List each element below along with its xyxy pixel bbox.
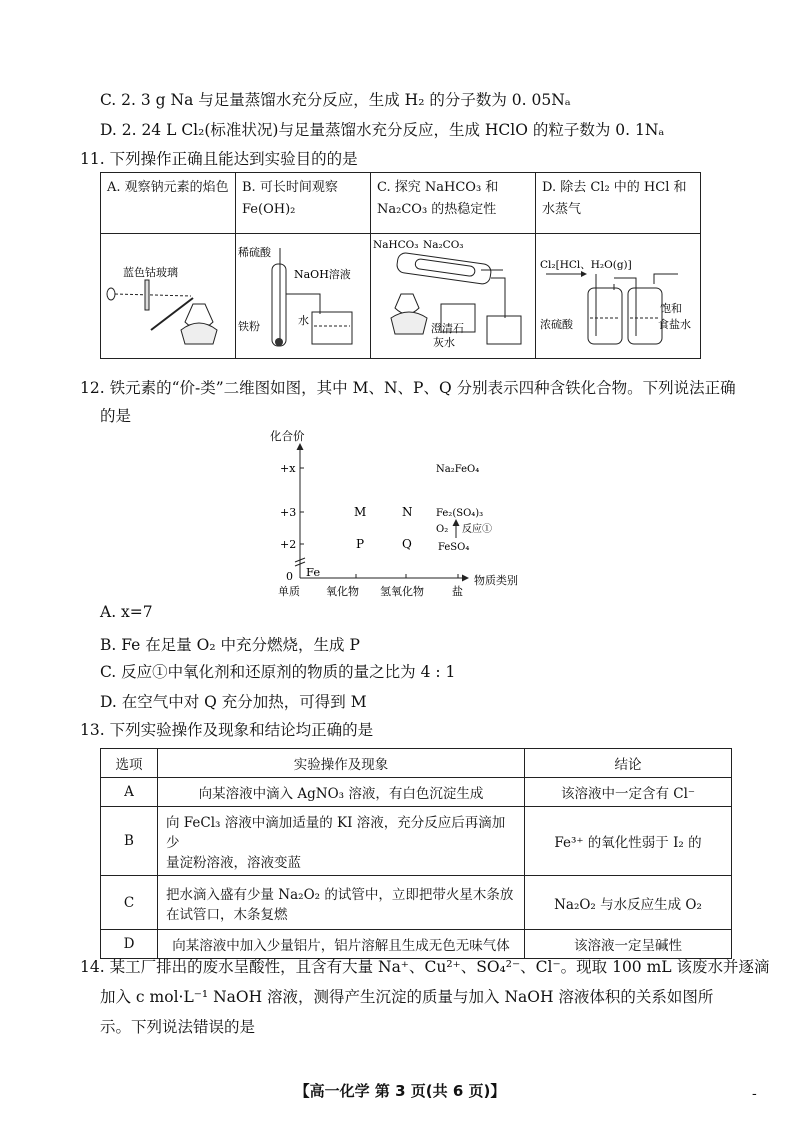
- q13-header-option: 选项: [101, 749, 158, 778]
- q13-row-b-conclusion: Fe³⁺ 的氧化性弱于 I₂ 的: [525, 807, 732, 876]
- y-axis-label: 化合价: [270, 429, 305, 443]
- reaction-oxidant: O₂: [436, 524, 449, 535]
- q11-figure-c: [371, 234, 536, 359]
- ytick-2: +2: [280, 538, 297, 551]
- xtick-hydroxide: 氢氧化物: [380, 585, 424, 598]
- q13-row-b-operation: 向 FeCl₃ 溶液中滴加适量的 KI 溶液，充分反应后再滴加少 量淀粉溶液，溶液变蓝: [158, 807, 525, 876]
- table-row: [101, 807, 732, 876]
- fig-b-iron-label: 铁粉: [238, 320, 260, 333]
- point-p: P: [356, 537, 365, 551]
- q13-table: [100, 748, 732, 959]
- q11-figure-d: [536, 234, 701, 359]
- ytick-3: +3: [280, 506, 297, 519]
- x-axis-label: 物质类别: [474, 574, 518, 587]
- lamp-flame: [395, 294, 419, 314]
- q11-table: [100, 172, 701, 359]
- q11-option-a: A. 观察钠元素的焰色: [101, 173, 236, 234]
- xtick-oxide: 氧化物: [326, 585, 359, 598]
- test-tube: [272, 264, 286, 346]
- point-fe2so43: Fe₂(SO₄)₃: [436, 508, 484, 519]
- q13-row-c-conclusion: Na₂O₂ 与水反应生成 O₂: [525, 876, 732, 930]
- q14-line-2: 加入 c mol·L⁻¹ NaOH 溶液，测得产生沉淀的质量与加入 NaOH 溶液体积的关系如图所: [100, 988, 714, 1006]
- q12-stem-1: 12. 铁元素的“价-类”二维图如图，其中 M、N、P、Q 分别表示四种含铁化合物。下列说法正确: [80, 379, 736, 397]
- table-row: [101, 778, 732, 807]
- fig-c-lime-label-2: 灰水: [433, 336, 455, 349]
- table-row: [101, 876, 732, 930]
- xtick-element: 单质: [278, 585, 300, 598]
- fig-b-naoh-label: NaOH溶液: [294, 268, 351, 281]
- reaction-label: 反应①: [462, 524, 492, 535]
- q13-row-a-conclusion: 该溶液中一定含有 Cl⁻: [525, 778, 732, 807]
- fig-c-na2co3-label: Na₂CO₃: [423, 239, 464, 251]
- platinum-wire: [151, 298, 193, 330]
- q13-header-conclusion: 结论: [525, 749, 732, 778]
- fig-c-nahco3-label: NaHCO₃: [373, 239, 419, 251]
- eye-icon: [107, 288, 115, 300]
- fig-a-glass-label: 蓝色钴玻璃: [123, 266, 178, 279]
- alcohol-lamp: [181, 323, 217, 344]
- cobalt-glass: [145, 280, 149, 310]
- corner-mark: -: [752, 1086, 757, 1102]
- ytick-0: 0: [286, 570, 293, 583]
- fig-b-water-label: 水: [298, 314, 309, 327]
- q12-stem-2: 的是: [100, 407, 132, 425]
- beaker: [312, 312, 352, 344]
- point-feso4: FeSO₄: [438, 542, 470, 553]
- q11-option-b: B. 可长时间观察 Fe(OH)₂: [236, 173, 371, 234]
- q13-row-d-option: D: [101, 930, 158, 959]
- fig-b-acid-label: 稀硫酸: [238, 246, 271, 259]
- q13-stem: 13. 下列实验操作及现象和结论均正确的是: [80, 721, 374, 739]
- alcohol-lamp-c: [391, 312, 427, 334]
- fig-d-salt-label-2: 食盐水: [658, 318, 691, 331]
- q13-row-d-operation: 向某溶液中加入少量铝片，铝片溶解且生成无色无味气体: [158, 930, 525, 959]
- q13-row-a-option: A: [101, 778, 158, 807]
- q10-option-d: D. 2. 24 L Cl₂(标准状况)与足量蒸馏水充分反应，生成 HClO 的粒子数为 0. 1Nₐ: [100, 121, 665, 139]
- wash-bottle-2: [628, 288, 662, 344]
- q11-figure-a: [101, 234, 236, 359]
- q13-row-a-operation: 向某溶液中滴入 AgNO₃ 溶液，有白色沉淀生成: [158, 778, 525, 807]
- page-footer: 【高一化学 第 3 页(共 6 页)】: [294, 1082, 506, 1100]
- point-na2feo4: Na₂FeO₄: [436, 464, 480, 475]
- xtick-salt: 盐: [452, 585, 463, 598]
- q11-option-c: C. 探究 NaHCO₃ 和 Na₂CO₃ 的热稳定性: [371, 173, 536, 234]
- q14-line-3: 示。下列说法错误的是: [100, 1018, 256, 1036]
- q10-option-c: C. 2. 3 g Na 与足量蒸馏水充分反应，生成 H₂ 的分子数为 0. 05Nₐ: [100, 91, 571, 109]
- beaker-1: [487, 316, 521, 344]
- q14-line-1: 14. 某工厂排出的废水呈酸性，且含有大量 Na⁺、Cu²⁺、SO₄²⁻、Cl⁻。现取 100 mL 该废水并逐滴: [80, 958, 770, 976]
- q12-option-d: D. 在空气中对 Q 充分加热，可得到 M: [100, 693, 367, 711]
- point-fe: Fe: [306, 565, 321, 579]
- point-m: M: [354, 505, 367, 519]
- fig-d-acid-label: 浓硫酸: [540, 318, 573, 331]
- q12-option-a: A. x=7: [100, 603, 153, 621]
- point-n: N: [402, 505, 413, 519]
- q13-row-c-operation: 把水滴入盛有少量 Na₂O₂ 的试管中，立即把带火星木条放 在试管口，木条复燃: [158, 876, 525, 930]
- point-q: Q: [402, 537, 412, 551]
- q12-option-c: C. 反应①中氧化剂和还原剂的物质的量之比为 4 : 1: [100, 663, 456, 681]
- q11-option-d: D. 除去 Cl₂ 中的 HCl 和水蒸气: [536, 173, 701, 234]
- q13-row-d-conclusion: 该溶液一定呈碱性: [525, 930, 732, 959]
- q12-option-b: B. Fe 在足量 O₂ 中充分燃烧，生成 P: [100, 636, 360, 654]
- outer-tube: [396, 252, 492, 285]
- ytick-x: +x: [280, 462, 296, 475]
- fig-c-lime-label-1: 澄清石: [431, 322, 464, 335]
- q11-figure-b: [236, 234, 371, 359]
- fig-d-gas-label: Cl₂[HCl、H₂O(g)]: [540, 259, 632, 271]
- q13-header-operation: 实验操作及现象: [158, 749, 525, 778]
- fig-d-salt-label-1: 饱和: [660, 302, 682, 315]
- wash-bottle-1: [588, 288, 622, 344]
- q13-row-b-option: B: [101, 807, 158, 876]
- q11-stem: 11. 下列操作正确且能达到实验目的的是: [80, 150, 358, 168]
- valence-class-chart: [268, 428, 538, 600]
- q13-row-c-option: C: [101, 876, 158, 930]
